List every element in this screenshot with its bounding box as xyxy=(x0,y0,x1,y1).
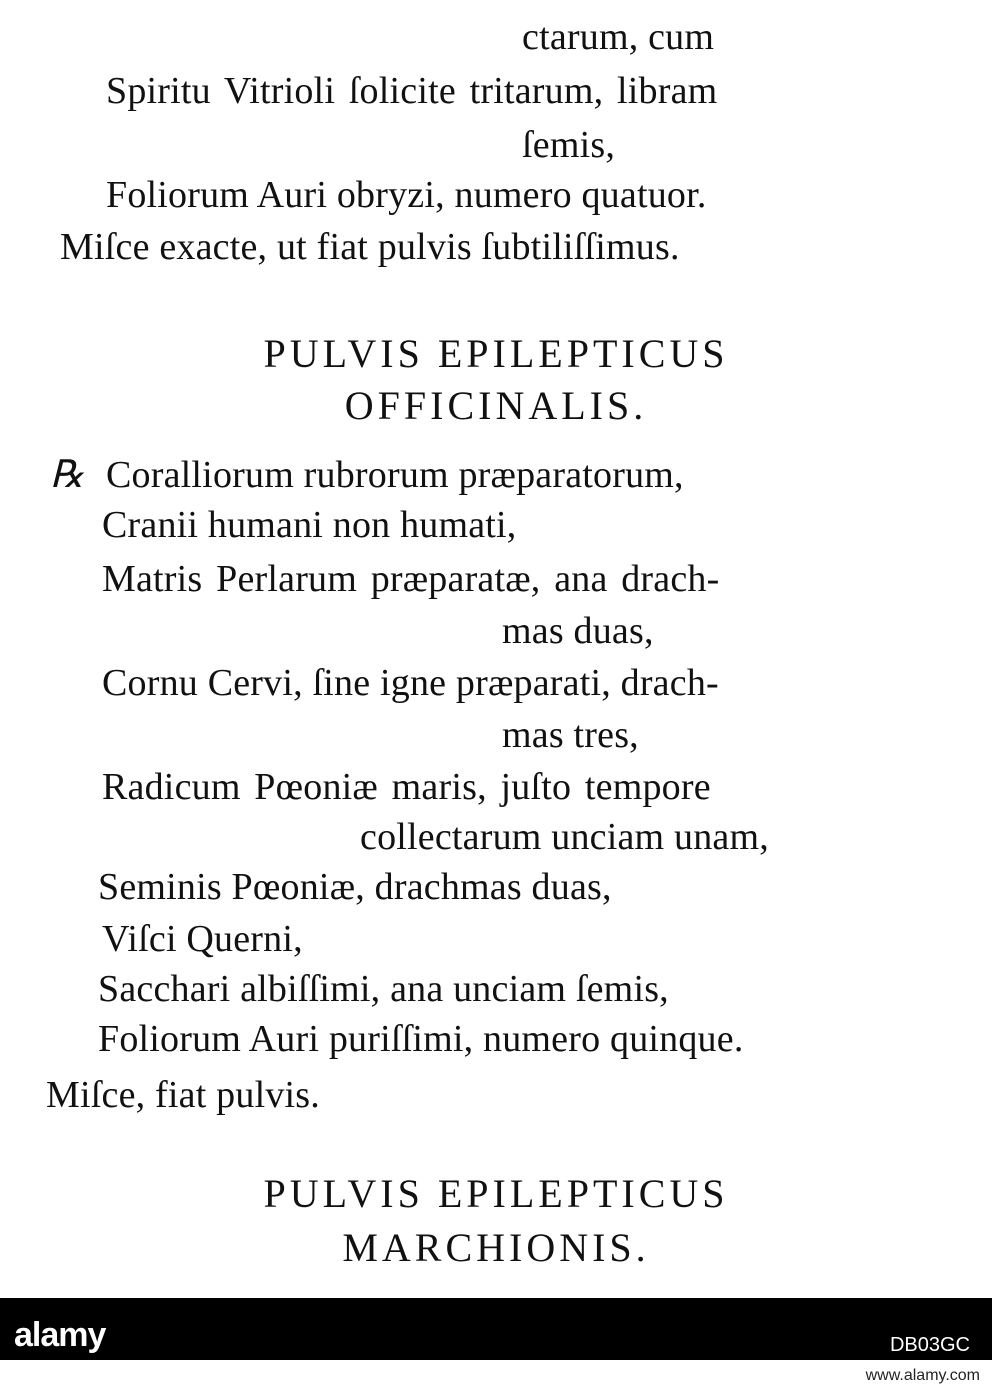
image-id: DB03GC xyxy=(889,1334,970,1356)
text-line: ctarum, cum xyxy=(522,16,715,58)
text-line: Miſce exacte, ut fiat pulvis ſubtiliſſimus. xyxy=(60,226,680,268)
footer-strip xyxy=(0,1360,992,1390)
recipe-line: mas tres, xyxy=(502,714,639,756)
section-heading: PULVIS EPILEPTICUS xyxy=(263,331,729,376)
recipe-line: Seminis Pœoniæ, drachmas duas, xyxy=(98,866,612,908)
recipe-line: Matris Perlarum præparatæ, ana drach- xyxy=(102,558,720,600)
closing-line: Miſce, fiat pulvis. xyxy=(46,1074,320,1116)
recipe-symbol: ℞ xyxy=(50,454,85,496)
recipe-line: Foliorum Auri puriſſimi, numero quinque. xyxy=(98,1018,744,1060)
section-heading: MARCHIONIS. xyxy=(342,1225,650,1270)
recipe-line: Viſci Querni, xyxy=(102,918,303,960)
section-heading: OFFICINALIS. xyxy=(344,383,648,428)
text-line: Foliorum Auri obryzi, numero quatuor. xyxy=(106,174,707,216)
recipe-line: Radicum Pœoniæ maris, juſto tempore xyxy=(102,766,711,808)
text-line: ſemis, xyxy=(522,124,616,166)
recipe-line: Sacchari albiſſimi, ana unciam ſemis, xyxy=(98,968,669,1010)
footer-url: www.alamy.com xyxy=(865,1367,980,1384)
section-heading: PULVIS EPILEPTICUS xyxy=(263,1171,729,1216)
recipe-line: Cranii humani non humati, xyxy=(102,504,517,546)
recipe-line: Coralliorum rubrorum præparatorum, xyxy=(106,454,684,496)
alamy-logo: alamy xyxy=(14,1316,106,1354)
text-line: Spiritu Vitrioli ſolicite tritarum, libram xyxy=(106,70,718,112)
recipe-line: collectarum unciam unam, xyxy=(360,816,769,858)
recipe-line: Cornu Cervi, ſine igne præparati, drach- xyxy=(102,662,719,704)
recipe-line: mas duas, xyxy=(502,610,654,652)
watermark-footer xyxy=(0,1298,992,1390)
